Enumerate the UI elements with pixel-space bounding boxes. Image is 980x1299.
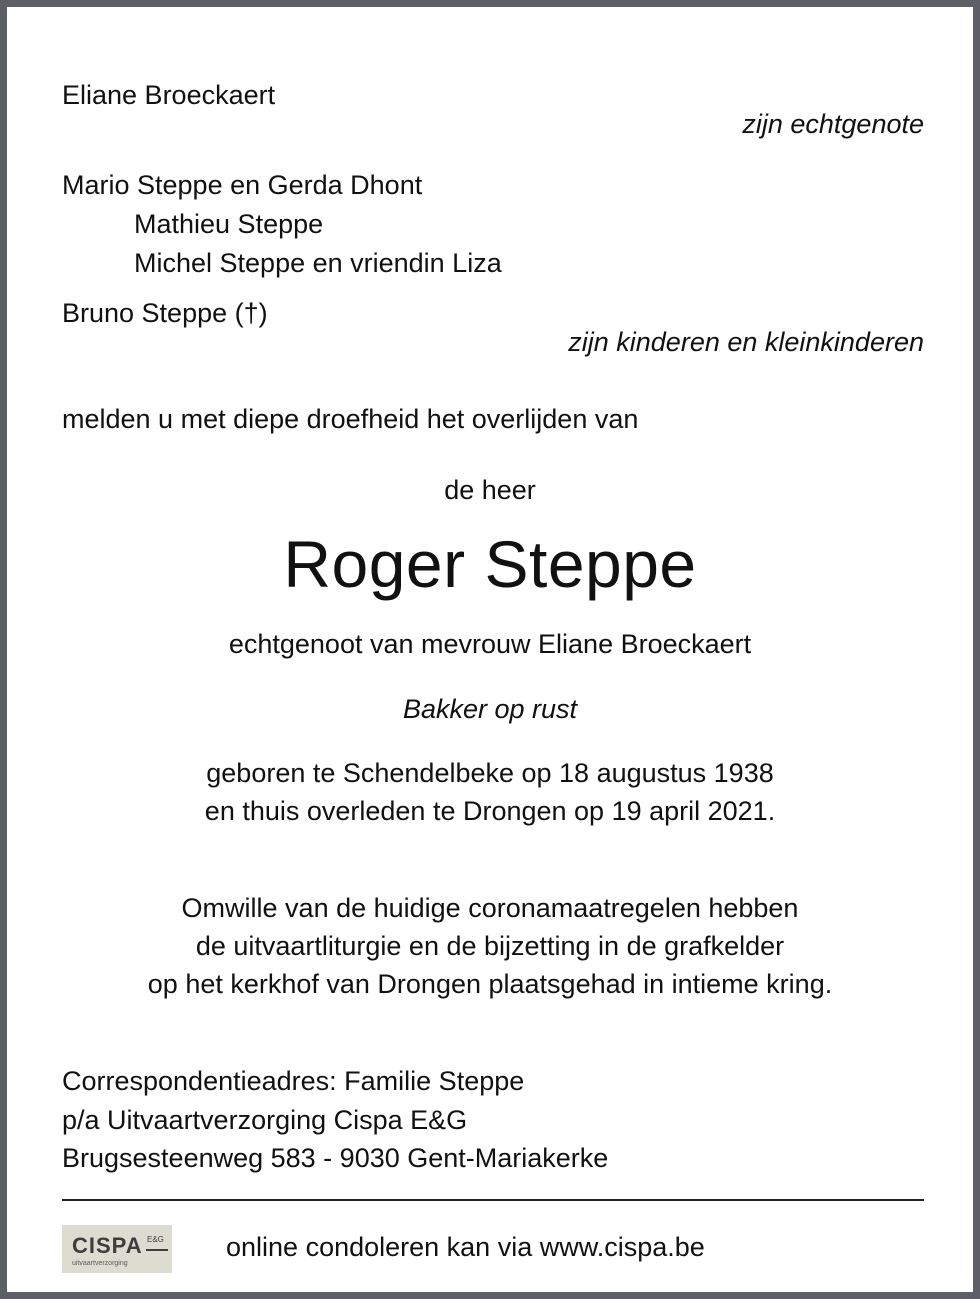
notice-line-2: de uitvaartliturgie en de bijzetting in de grafkelder xyxy=(195,931,785,961)
child-2: Bruno Steppe (†) xyxy=(62,298,268,328)
child-1: Mario Steppe en Gerda Dhont xyxy=(62,170,423,200)
logo-subtitle: uitvaartverzorging xyxy=(72,1260,128,1267)
deceased-name: Roger Steppe xyxy=(283,527,697,601)
grandchild-1: Mathieu Steppe xyxy=(134,209,324,239)
grandchild-2: Michel Steppe en vriendin Liza xyxy=(134,248,502,278)
children-role: zijn kinderen en kleinkinderen xyxy=(568,327,924,357)
correspondence-line-3: Brugsesteenweg 583 - 9030 Gent-Mariakerke xyxy=(62,1143,609,1173)
birth-info: geboren te Schendelbeke op 18 augustus 1938 xyxy=(206,758,774,788)
notice-line-3: op het kerkhof van Drongen plaatsgehad in intieme kring. xyxy=(147,969,833,999)
logo-text: CISPA xyxy=(72,1233,143,1258)
announcement-intro: melden u met diepe droefheid het overlijden van xyxy=(62,404,639,434)
correspondence-line-2: p/a Uitvaartverzorging Cispa E&G xyxy=(62,1105,468,1135)
logo-superscript: E&G xyxy=(147,1235,164,1244)
cispa-logo xyxy=(62,1225,172,1273)
condolence-link-text: online condoleren kan via www.cispa.be xyxy=(226,1232,705,1262)
death-info: en thuis overleden te Drongen op 19 april 2021. xyxy=(204,796,776,826)
spouse-role: zijn echtgenote xyxy=(742,109,924,139)
profession: Bakker op rust xyxy=(402,694,578,724)
logo-line xyxy=(146,1249,168,1251)
notice-line-1: Omwille van de huidige coronamaatregelen hebben xyxy=(181,893,799,923)
honorific: de heer xyxy=(444,475,536,505)
spouse-of: echtgenoot van mevrouw Eliane Broeckaert xyxy=(228,629,752,659)
spouse-name: Eliane Broeckaert xyxy=(62,80,276,110)
correspondence-line-1: Correspondentieadres: Familie Steppe xyxy=(62,1066,525,1096)
divider xyxy=(62,1199,924,1201)
